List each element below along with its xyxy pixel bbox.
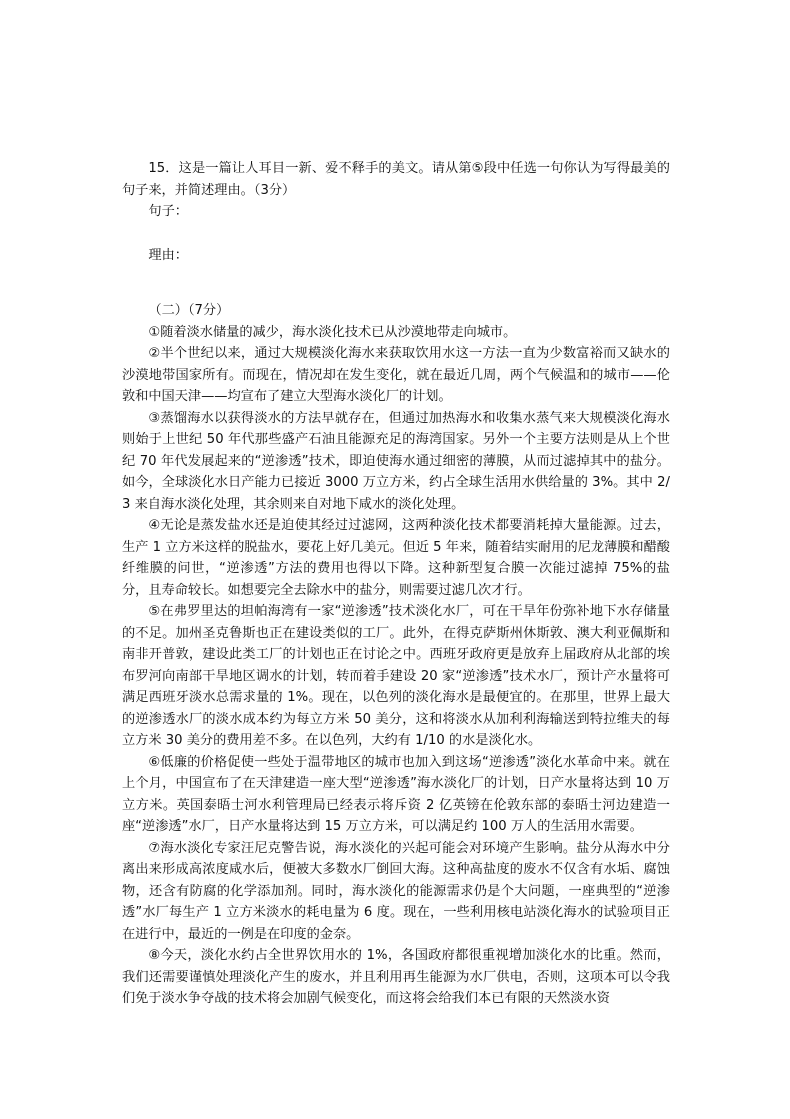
paragraph-7: ⑦海水淡化专家汪尼克警告说，海水淡化的兴起可能会对环境产生影响。盐分从海水中分离出来形成高浓度咸水后，便被大多数水厂倒回大海。这种高盐度的废水不仅含有水垢、腐蚀物，还含有防腐的化学添加剂。同时，海水淡化的能源需求仍是个大问题，一座典型的“逆渗透”水厂每生产 1 立方米淡水的耗电量为 6 度。现在，一些利用核电站淡化海水的试验项目正在进行中，最近的一例是在印度的金奈。: [122, 840, 670, 942]
sentence-answer-space: [122, 223, 670, 245]
paragraph-6: ⑥低廉的价格促使一些处于温带地区的城市也加入到这场“逆渗透”淡化水革命中来。就在上个月，中国宣布了在天津建造一座大型“逆渗透”海水淡化厂的计划，日产水量将达到 10 万立方米。英国泰晤士河水利管理局已经表示将斥资 2 亿英镑在伦敦东部的泰晤士河边建造一座“逆渗透”水厂，日产水量将达到 15 万立方米，可以满足约 100 万人的生活用水需要。: [122, 754, 670, 834]
paragraph-5: ⑤在弗罗里达的坦帕海湾有一家“逆渗透”技术淡化水厂，可在干旱年份弥补地下水存储量的不足。加州圣克鲁斯也正在建设类似的工厂。此外，在得克萨斯州休斯敦、澳大利亚佩斯和南非开普敦，建设此类工厂的计划也正在讨论之中。西班牙政府更是放弃上届政府从北部的埃布罗河向南部干旱地区调水的计划，转而着手建设 20 家“逆渗透”技术水厂，预计产水量将可满足西班牙淡水总需求量的 1%。现在，以色列的淡化海水是最便宜的。在那里，世界上最大的逆渗透水厂的淡水成本约为每立方米 50 美分，这和将淡水从加利利海输送到特拉维夫的每立方米 30 美分的费用差不多。在以色列，大约有 1/10 的水是淡化水。: [122, 604, 670, 748]
section-2-heading: （二）（7分）: [148, 303, 230, 318]
paragraph-1: ①随着淡水储量的减少，海水淡化技术已从沙漠地带走向城市。: [148, 324, 517, 340]
reason-answer-label: 理由：: [148, 247, 188, 263]
reason-answer-space: [122, 266, 670, 300]
document-page: [122, 158, 670, 1010]
sentence-answer-label: 句子：: [148, 204, 188, 219]
paragraph-4: ④无论是蒸发盐水还是迫使其经过过滤网，这两种淡化技术都要消耗掉大量能源。过去，生产 1 立方米这样的脱盐水，要花上好几美元。但近 5 年来，随着结实耐用的尼龙薄膜和醋酸纤维膜的问世，“逆渗透”方法的费用也得以下降。这种新型复合膜一次能过滤掉 75%的盐分，且寿命较长。如想要完全去除水中的盐分，则需要过滤几次才行。: [122, 518, 670, 598]
paragraph-3: ③蒸馏海水以获得淡水的方法早就存在，但通过加热海水和收集水蒸气来大规模淡化海水则始于上世纪 50 年代那些盛产石油且能源充足的海湾国家。另外一个主要方法则是从上个世纪 70 年代发展起来的“逆渗透”技术，即迫使海水通过细密的薄膜，从而过滤掉其中的盐分。如今，全球淡化水日产能力已接近 3000 万立方米，约占全球生活用水供给量的 3%。其中 2/3 来自海水淡化处理，其余则来自对地下咸水的淡化处理。: [122, 410, 670, 512]
question-15-prompt: 15．这是一篇让人耳目一新、爱不释手的美文。请从第⑤段中任选一句你认为写得最美的句子来，并简述理由。（3分）: [122, 161, 670, 198]
paragraph-2: ②半个世纪以来，通过大规模淡化海水来获取饮用水这一方法一直为少数富裕而又缺水的沙漠地带国家所有。而现在，情况却在发生变化，就在最近几周，两个气候温和的城市——伦敦和中国天津——均宣布了建立大型海水淡化厂的计划。: [122, 346, 670, 404]
paragraph-8: ⑧今天，淡化水约占全世界饮用水的 1%，各国政府都很重视增加淡化水的比重。然而，我们还需要谨慎处理淡化产生的废水，并且利用再生能源为水厂供电，否则，这项本可以令我们免于淡水争夺战的技术将会加剧气候变化，而这将会给我们本已有限的天然淡水资: [122, 948, 670, 1006]
